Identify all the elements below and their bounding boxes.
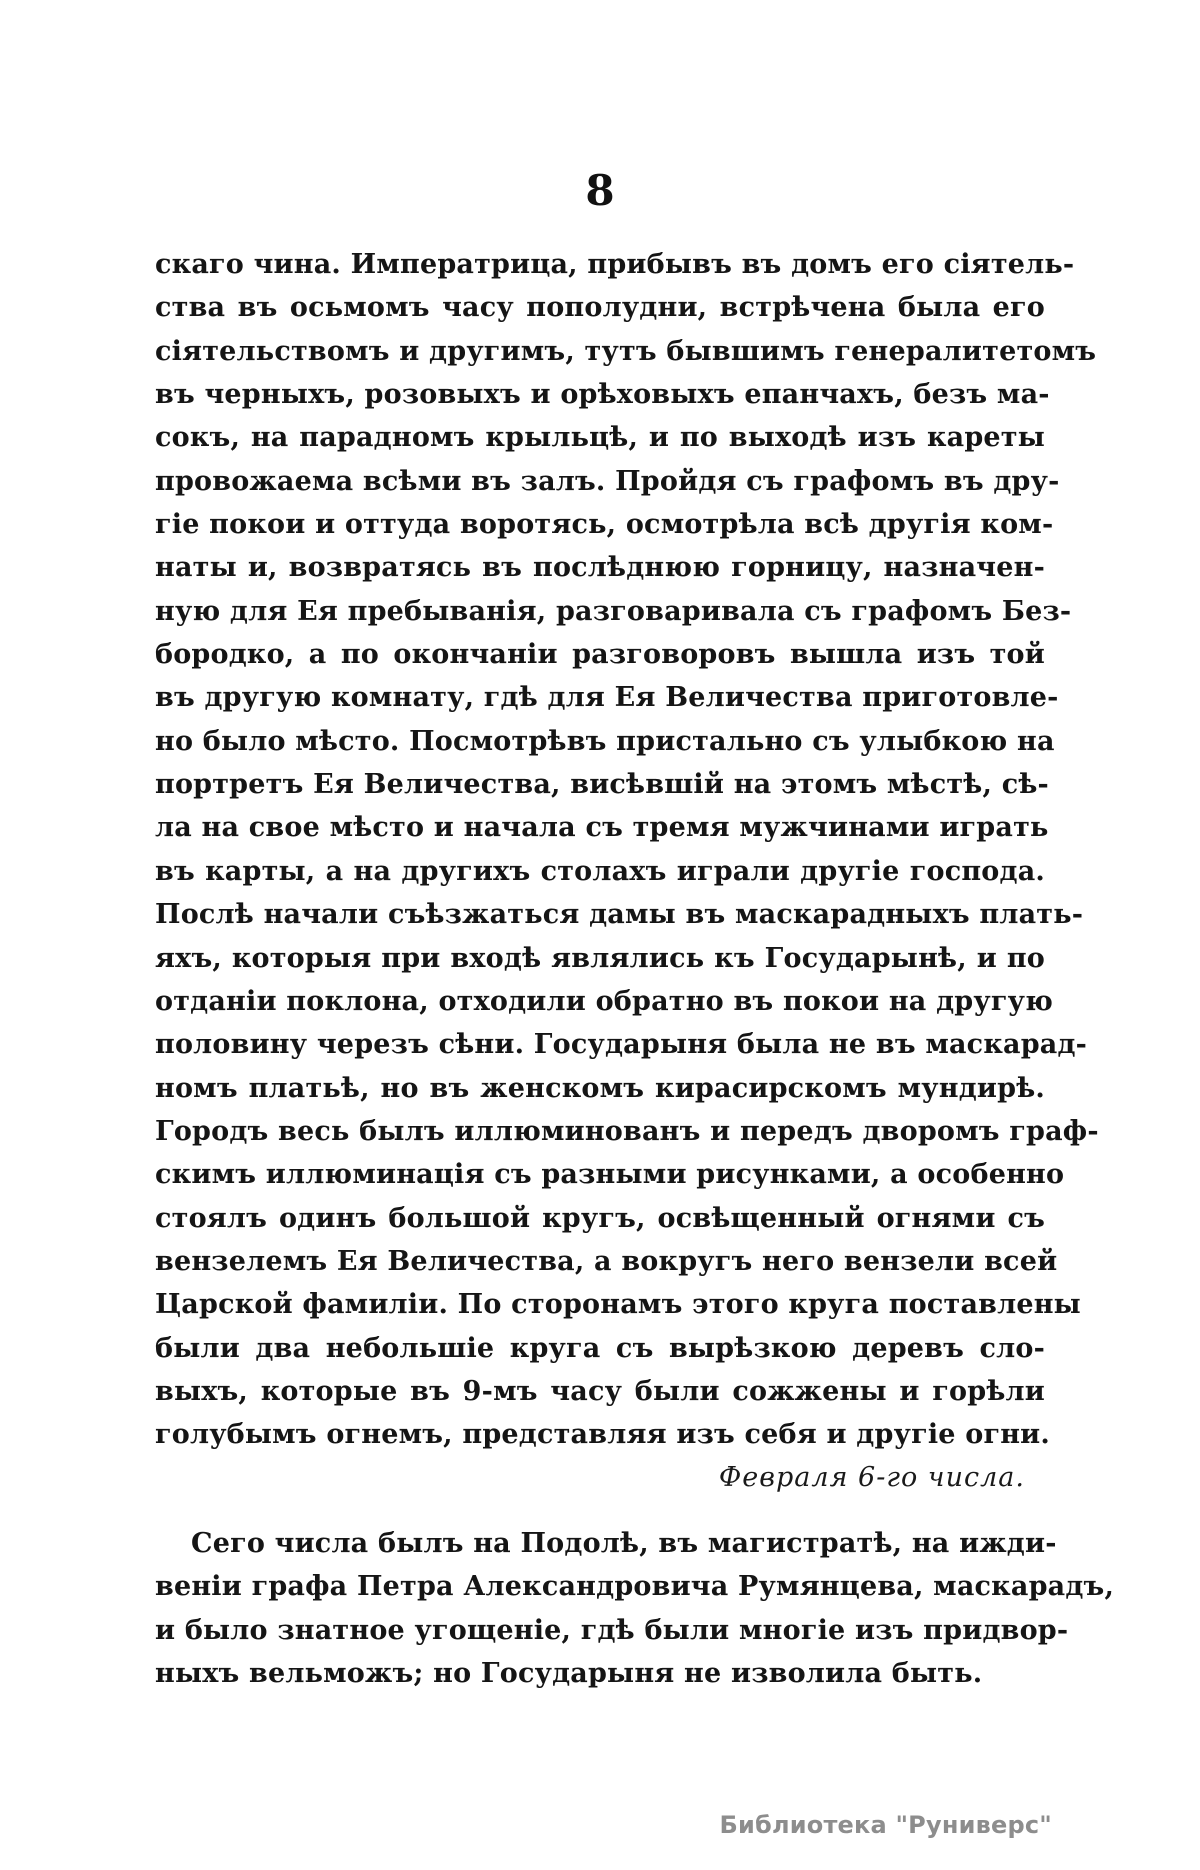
- text-line: наты и, возвратясь въ послѣднюю горницу, назначен-: [155, 552, 1045, 584]
- text-line: и было знатное угощеніе, гдѣ были многіе изъ придвор-: [155, 1614, 1069, 1646]
- text-line: веніи графа Петра Александровича Румянцева, маскарадъ,: [155, 1571, 1115, 1603]
- date-heading: Февраля 6-го числа.: [718, 1462, 1025, 1493]
- text-line: выхъ, которые въ 9-мъ часу были сожжены и горѣли: [155, 1375, 1045, 1407]
- text-line: сокъ, на парадномъ крыльцѣ, и по выходѣ изъ кареты: [155, 422, 1045, 454]
- text-line: ства въ осьмомъ часу пополудни, встрѣчена была его: [155, 292, 1045, 324]
- text-line: стоялъ одинъ большой кругъ, освѣщенный огнями съ: [155, 1202, 1045, 1234]
- text-line: голубымъ огнемъ, представляя изъ себя и другіе огни.: [155, 1419, 1050, 1451]
- page-number: 8: [585, 166, 615, 215]
- text-line: половину черезъ сѣни. Государыня была не въ маскарад-: [155, 1029, 1088, 1061]
- text-line: ныхъ вельможъ; но Государыня не изволила быть.: [155, 1658, 983, 1690]
- text-line: Городъ весь былъ иллюминованъ и передъ дворомъ граф-: [155, 1115, 1099, 1147]
- library-watermark: Библиотека "Руниверс": [719, 1811, 1052, 1839]
- text-line: гіе покои и оттуда воротясь, осмотрѣла всѣ другія ком-: [155, 509, 1054, 541]
- text-line: ла на свое мѣсто и начала съ тремя мужчинами играть: [155, 812, 1049, 844]
- text-line: въ черныхъ, розовыхъ и орѣховыхъ епанчахъ, безъ ма-: [155, 379, 1050, 411]
- text-line: скаго чина. Императрица, прибывъ въ домъ его сіятель-: [155, 249, 1075, 280]
- text-line: бородко, а по окончаніи разговоровъ вышла изъ той: [155, 639, 1045, 671]
- text-line: Царской фамиліи. По сторонамъ этого круга поставлены: [155, 1289, 1081, 1321]
- text-line: скимъ иллюминація съ разными рисунками, а особенно: [155, 1159, 1065, 1191]
- text-line: въ карты, а на другихъ столахъ играли другіе господа.: [155, 855, 1045, 887]
- second-paragraph: [155, 1522, 1115, 1695]
- main-paragraph: [155, 243, 1099, 1457]
- text-line: но было мѣсто. Посмотрѣвъ пристально съ улыбкою на: [155, 725, 1055, 757]
- text-line: номъ платьѣ, но въ женскомъ кирасирскомъ мундирѣ.: [155, 1072, 1045, 1104]
- text-line: отданіи поклона, отходили обратно въ покои на другую: [155, 985, 1053, 1017]
- text-line: Сего числа былъ на Подолѣ, въ магистратѣ, на ижди-: [191, 1528, 1057, 1559]
- text-line: вензелемъ Ея Величества, а вокругъ него вензели всей: [155, 1245, 1058, 1277]
- text-line: портретъ Ея Величества, висѣвшій на этомъ мѣстѣ, сѣ-: [155, 769, 1049, 801]
- text-line: ную для Ея пребыванія, разговаривала съ графомъ Без-: [155, 595, 1072, 627]
- text-line: сіятельствомъ и другимъ, тутъ бывшимъ генералитетомъ: [155, 335, 1097, 367]
- text-line: Послѣ начали съѣзжаться дамы въ маскарадныхъ плать-: [155, 899, 1084, 931]
- text-line: были два небольшіе круга съ вырѣзкою деревъ сло-: [155, 1332, 1045, 1364]
- text-line: провожаема всѣми въ залъ. Пройдя съ графомъ въ дру-: [155, 465, 1060, 497]
- text-line: яхъ, которыя при входѣ являлись къ Государынѣ, и по: [155, 942, 1045, 974]
- text-line: въ другую комнату, гдѣ для Ея Величества приготовле-: [155, 682, 1059, 714]
